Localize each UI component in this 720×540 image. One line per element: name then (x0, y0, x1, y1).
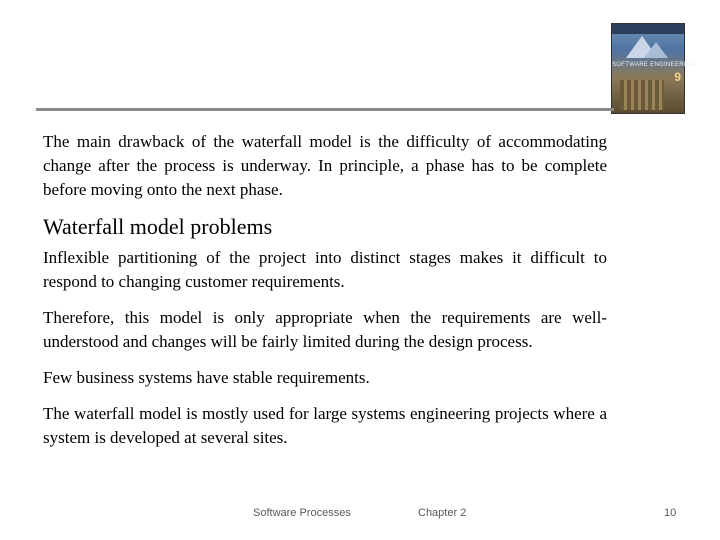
cover-pyramid-graphic-secondary (644, 42, 668, 58)
cover-title: SOFTWARE ENGINEERING (612, 62, 696, 68)
footer-chapter: Chapter 2 (418, 507, 467, 519)
page-number: 10 (664, 507, 677, 519)
book-cover-image (611, 23, 696, 114)
cover-building-graphic (620, 80, 664, 110)
slide-content (43, 130, 607, 450)
cover-edition-number: 9 (674, 70, 681, 84)
point-paragraph: Few business systems have stable requirements. (43, 368, 370, 387)
cover-top-band (612, 24, 684, 34)
intro-paragraph: The main drawback of the waterfall model is the difficulty of accommodating change after the process is underway. In principle, a phase has to be complete before moving onto the next phase. (43, 132, 607, 199)
header-divider (36, 108, 614, 111)
point-paragraph: The waterfall model is mostly used for large systems engineering projects where a system is developed at several sites. (43, 404, 607, 447)
point-paragraph: Therefore, this model is only appropriate when the requirements are well-understood and changes will be fairly limited during the design process. (43, 308, 607, 351)
section-heading: Waterfall model problems (43, 214, 273, 239)
point-paragraph: Inflexible partitioning of the project into distinct stages makes it difficult to respond to changing customer requirements. (43, 248, 607, 291)
footer-title: Software Processes (253, 507, 351, 519)
